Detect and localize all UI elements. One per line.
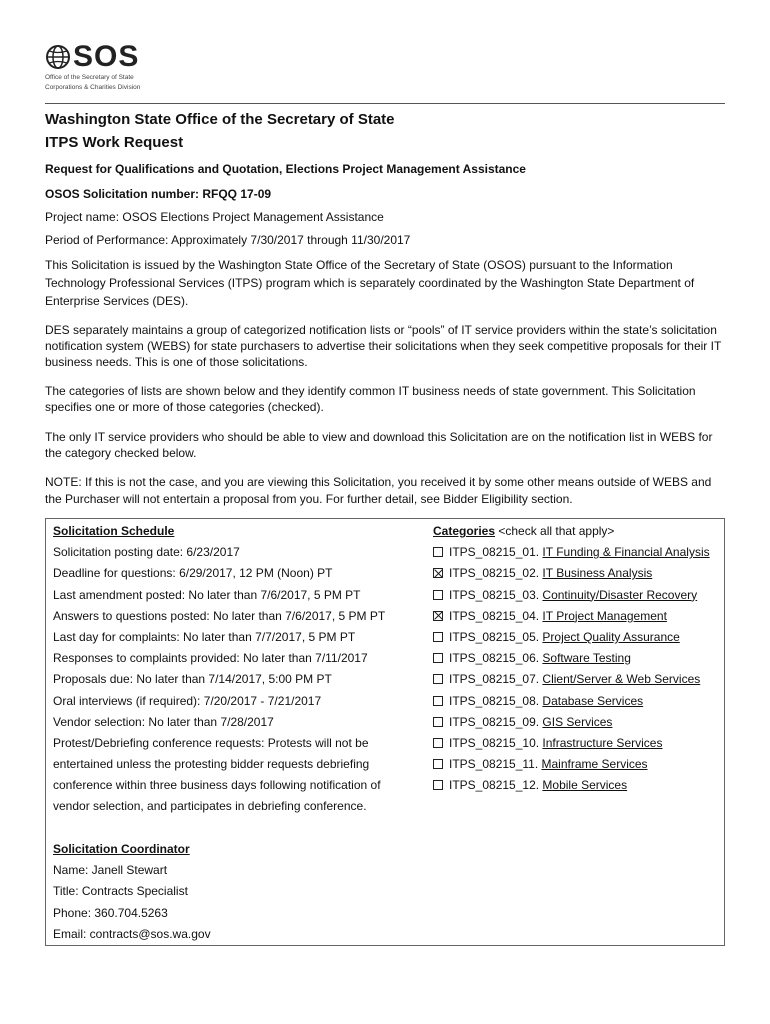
empty-checkbox[interactable]: [433, 632, 443, 642]
category-code: ITPS_08215_05.: [449, 629, 543, 644]
category-link[interactable]: Software Testing: [542, 651, 631, 666]
coordinator-phone: Phone: 360.704.5263: [53, 905, 168, 920]
category-link[interactable]: Database Services: [542, 693, 644, 708]
schedule-row: Protest/Debriefing conference requests: Protests will not be: [53, 735, 369, 750]
solicitation-schedule: [53, 521, 423, 818]
header-divider: [45, 103, 725, 104]
schedule-row: Last amendment posted: No later than 7/6/2017, 5 PM PT: [53, 587, 361, 602]
category-link[interactable]: Mobile Services: [542, 778, 628, 793]
page-title: Washington State Office of the Secretary of State: [45, 111, 395, 128]
category-link[interactable]: Mainframe Services: [541, 757, 648, 772]
category-item: [433, 627, 723, 648]
coordinator-email: Email: contracts@sos.wa.gov: [53, 926, 211, 941]
category-code: ITPS_08215_07.: [449, 672, 543, 687]
category-code: ITPS_08215_12.: [449, 778, 543, 793]
category-code: ITPS_08215_04.: [449, 608, 543, 623]
category-items: [433, 542, 723, 796]
schedule-row: vendor selection, and participates in debriefing conference.: [53, 799, 367, 814]
schedule-row: entertained unless the protesting bidder requests debriefing: [53, 757, 370, 772]
category-code: ITPS_08215_08.: [449, 693, 543, 708]
schedule-row: Last day for complaints: No later than 7/7/2017, 5 PM PT: [53, 629, 356, 644]
logo-subtitle-1: Office of the Secretary of State: [45, 74, 134, 81]
category-item: [433, 606, 723, 627]
empty-checkbox[interactable]: [433, 674, 443, 684]
sos-logo: [45, 42, 155, 92]
period-of-performance: Period of Performance: Approximately 7/30/2017 through 11/30/2017: [45, 233, 411, 247]
category-code: ITPS_08215_02.: [449, 566, 543, 581]
checked-checkbox[interactable]: [433, 611, 443, 621]
category-link[interactable]: IT Funding & Financial Analysis: [542, 545, 710, 560]
schedule-row: Deadline for questions: 6/29/2017, 12 PM (Noon) PT: [53, 566, 333, 581]
coordinator-heading: Solicitation Coordinator: [53, 842, 190, 856]
paragraph-des-pools: DES separately maintains a group of categorized notification lists or “pools” of IT service providers within the state’s solicitation notification system (WEBS) for state purchasers to advertise their solicitations when they seek competitive proposals for their IT business needs. This is one of those solicitations.: [45, 323, 722, 369]
category-link[interactable]: Client/Server & Web Services: [542, 672, 701, 687]
solicitation-coordinator: [53, 839, 423, 945]
schedule-row: Responses to complaints provided: No later than 7/11/2017: [53, 651, 368, 666]
category-code: ITPS_08215_10.: [449, 735, 543, 750]
category-item: [433, 669, 723, 690]
schedule-categories-box: [45, 518, 725, 946]
coordinator-name: Name: Janell Stewart: [53, 863, 168, 878]
category-item: [433, 542, 723, 563]
logo-text: SOS: [73, 40, 140, 73]
empty-checkbox[interactable]: [433, 759, 443, 769]
category-item: [433, 775, 723, 796]
schedule-heading: Solicitation Schedule: [53, 524, 175, 538]
empty-checkbox[interactable]: [433, 780, 443, 790]
category-code: ITPS_08215_06.: [449, 651, 543, 666]
solicitation-number: OSOS Solicitation number: RFQQ 17-09: [45, 187, 272, 201]
categories-note: <check all that apply>: [495, 524, 615, 538]
category-link[interactable]: Project Quality Assurance: [542, 629, 680, 644]
empty-checkbox[interactable]: [433, 738, 443, 748]
category-code: ITPS_08215_11.: [449, 757, 542, 772]
request-title: Request for Qualifications and Quotation, Elections Project Management Assistance: [45, 162, 526, 176]
category-item: [433, 733, 723, 754]
project-name: Project name: OSOS Elections Project Management Assistance: [45, 210, 384, 224]
category-item: [433, 648, 723, 669]
coordinator-title: Title: Contracts Specialist: [53, 884, 188, 899]
paragraph-issuance: This Solicitation is issued by the Washington State Office of the Secretary of State (OSOS) pursuant to the Information Technology Professional Services (ITPS) program which is separately coordinated by the Washington State Department of Enterprise Services (DES).: [45, 258, 695, 308]
checked-checkbox[interactable]: [433, 568, 443, 578]
empty-checkbox[interactable]: [433, 590, 443, 600]
category-link[interactable]: IT Project Management: [542, 608, 667, 623]
paragraph-note: NOTE: If this is not the case, and you are viewing this Solicitation, you received it by some other means outside of WEBS and the Purchaser will not entertain a proposal from you. For further detail, see Bidder Eligibility section.: [45, 475, 712, 506]
category-item: [433, 712, 723, 733]
category-code: ITPS_08215_09.: [449, 714, 543, 729]
categories-heading: Categories: [433, 524, 496, 538]
schedule-row: Answers to questions posted: No later than 7/6/2017, 5 PM PT: [53, 608, 386, 623]
schedule-row: Proposals due: No later than 7/14/2017, 5:00 PM PT: [53, 672, 332, 687]
paragraph-eligibility: The only IT service providers who should be able to view and download this Solicitation are on the notification list in WEBS for the category checked below.: [45, 430, 713, 460]
empty-checkbox[interactable]: [433, 696, 443, 706]
empty-checkbox[interactable]: [433, 653, 443, 663]
category-item: [433, 754, 723, 775]
empty-checkbox[interactable]: [433, 547, 443, 557]
empty-checkbox[interactable]: [433, 717, 443, 727]
categories-header: [433, 521, 723, 542]
categories-list: [433, 521, 723, 796]
paragraph-categories: The categories of lists are shown below and they identify common IT business needs of state government. This Solicitation specifies one or more of those categories (checked).: [45, 384, 696, 414]
schedule-row: Vendor selection: No later than 7/28/2017: [53, 714, 274, 729]
category-link[interactable]: GIS Services: [542, 714, 613, 729]
page-subtitle: ITPS Work Request: [45, 134, 184, 151]
category-link[interactable]: IT Business Analysis: [542, 566, 653, 581]
logo-subtitle-2: Corporations & Charities Division: [45, 84, 141, 91]
category-link[interactable]: Continuity/Disaster Recovery: [542, 587, 698, 602]
schedule-row: Oral interviews (if required): 7/20/2017 - 7/21/2017: [53, 693, 322, 708]
category-code: ITPS_08215_03.: [449, 587, 543, 602]
category-item: [433, 691, 723, 712]
category-link[interactable]: Infrastructure Services: [542, 735, 663, 750]
schedule-row: Solicitation posting date: 6/23/2017: [53, 545, 240, 560]
category-item: [433, 563, 723, 584]
category-code: ITPS_08215_01.: [449, 545, 543, 560]
globe-icon: [45, 44, 71, 70]
schedule-row: conference within three business days following notification of: [53, 778, 381, 793]
category-item: [433, 585, 723, 606]
